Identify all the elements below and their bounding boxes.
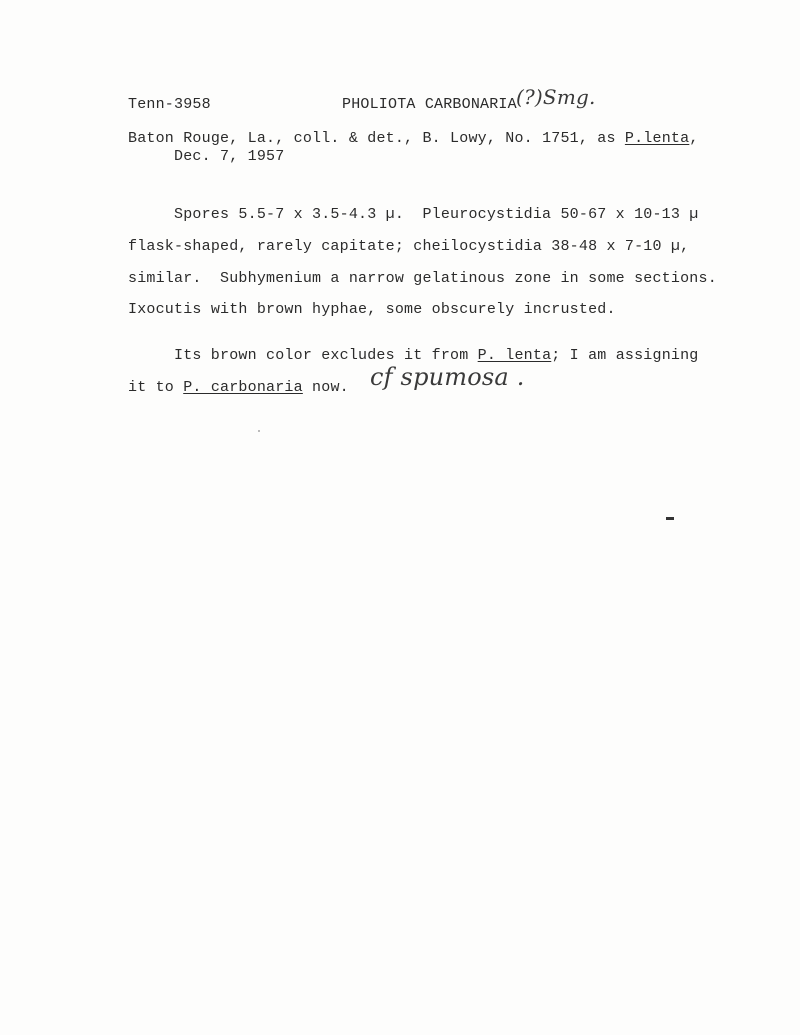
collection-suffix: , bbox=[689, 130, 699, 147]
collection-date: Dec. 7, 1957 bbox=[174, 148, 285, 165]
header-handwritten-annotation: (?)Smg. bbox=[516, 85, 596, 109]
description-line-4: Ixocutis with brown hyphae, some obscurely incrusted. bbox=[128, 301, 616, 318]
remark-text-1-suffix: ; I am assigning bbox=[551, 347, 699, 364]
species-title: PHOLIOTA CARBONARIA bbox=[342, 96, 517, 113]
scan-speck bbox=[258, 430, 260, 432]
description-line-2: flask-shaped, rarely capitate; cheilocystidia 38-48 x 7-10 µ, bbox=[128, 238, 690, 255]
remark-text-2: it to bbox=[128, 379, 184, 396]
description-line-3: similar. Subhymenium a narrow gelatinous zone in some sections. bbox=[128, 270, 717, 287]
collection-text: Baton Rouge, La., coll. & det., B. Lowy, No. 1751, as bbox=[128, 130, 625, 147]
collection-species: P.lenta bbox=[624, 130, 690, 147]
specimen-id: Tenn-3958 bbox=[128, 96, 211, 113]
remark-line-2 bbox=[128, 379, 349, 397]
remark-text-2-suffix: now. bbox=[302, 379, 349, 396]
remark-species-2: P. carbonaria bbox=[183, 379, 303, 396]
description-line-1: Spores 5.5-7 x 3.5-4.3 µ. Pleurocystidia 50-67 x 10-13 µ bbox=[174, 206, 699, 223]
scan-speck bbox=[666, 517, 674, 520]
handwritten-note: cf spumosa . bbox=[370, 363, 525, 391]
collection-line-1 bbox=[128, 130, 699, 148]
remark-species-1: P. lenta bbox=[477, 347, 552, 364]
remark-text-1: Its brown color excludes it from bbox=[174, 347, 478, 364]
